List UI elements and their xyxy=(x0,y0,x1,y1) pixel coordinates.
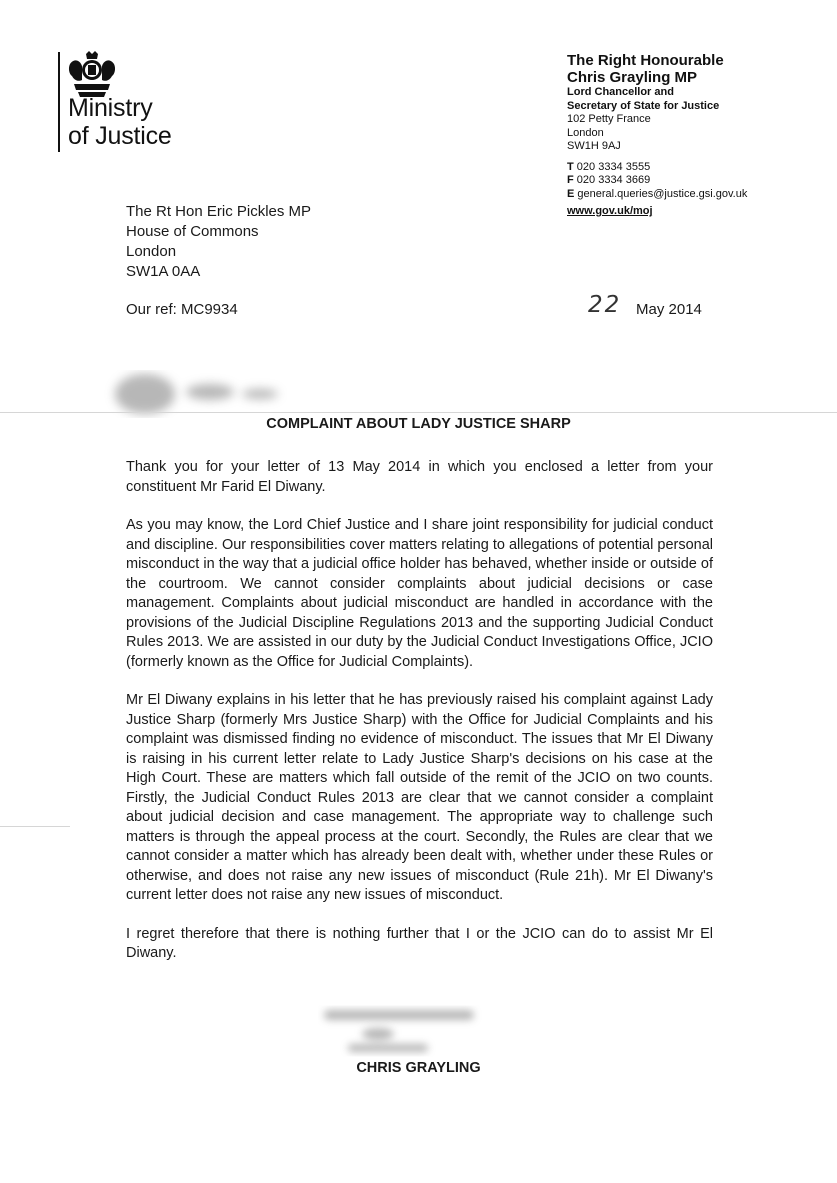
sender-name: Chris Grayling MP xyxy=(567,69,698,86)
ministry-name-line1: Ministry xyxy=(68,94,153,122)
body-paragraph: I regret therefore that there is nothing further that I or the JCIO can do to assist Mr El Diwany. xyxy=(126,925,713,961)
date-day-handwritten: 22 xyxy=(588,292,622,318)
sender-fax: F 020 3334 3669 xyxy=(567,174,651,186)
ministry-name-line2: of Justice xyxy=(68,122,172,150)
recipient-line: SW1A 0AA xyxy=(126,263,201,280)
ministry-name xyxy=(68,94,172,150)
sender-phone: T 020 3334 3555 xyxy=(567,160,651,173)
sender-block xyxy=(567,52,827,219)
blurred-signature xyxy=(318,1004,498,1060)
letter-body xyxy=(126,458,713,983)
recipient-address xyxy=(126,202,311,282)
date-month-year: May 2014 xyxy=(636,301,702,318)
body-paragraph: As you may know, the Lord Chief Justice and I share joint responsibility for judicial conduct and discipline. Our responsibilities cover matters relating to allegations of potential personal misconduct in the way that a judicial office holder has behaved, whether inside or outside of the courtroom. We cannot consider complaints about judicial decisions or case management. Complaints about judicial misconduct are handled in accordance with the provisions of the Judicial Discipline Regulations 2013 and the supporting Judicial Conduct Rules 2013. We are assisted in our duty by the Judicial Conduct Investigations Office, JCIO (formerly known as the Office for Judicial Complaints). xyxy=(126,517,713,670)
recipient-line: The Rt Hon Eric Pickles MP xyxy=(126,203,312,220)
signatory-name: CHRIS GRAYLING xyxy=(356,1060,481,1076)
sender-address-line: SW1H 9AJ xyxy=(567,140,621,152)
sender-email[interactable]: E general.queries@justice.gsi.gov.uk xyxy=(567,187,748,200)
sender-role-line1: Lord Chancellor and xyxy=(567,86,674,98)
recipient-line: House of Commons xyxy=(126,223,259,240)
sender-website-link[interactable]: www.gov.uk/moj xyxy=(567,205,653,217)
sender-title-line1: The Right Honourable xyxy=(567,52,724,69)
blurred-salutation xyxy=(100,362,300,422)
scan-artefact-line xyxy=(0,826,70,827)
body-paragraph: Thank you for your letter of 13 May 2014 in which you enclosed a letter from your constituent Mr Farid El Diwany. xyxy=(126,459,713,495)
sender-address-line: London xyxy=(567,126,604,139)
body-paragraph: Mr El Diwany explains in his letter that he has previously raised his complaint against Lady Justice Sharp (formerly Mrs Justice Sharp) with the Office for Judicial Complaints and his complaint was dismissed finding no evidence of misconduct. The issues that Mr El Diwany is raising in his current letter relate to Lady Justice Sharp's decisions on his case at the High Court. These are matters which fall outside of the remit of the JCIO on two counts. Firstly, the Judicial Conduct Rules 2013 are clear that we cannot consider a complaint about judicial decision and case management. The appropriate way to challenge such matters is through the appeal process at the court. Secondly, the Rules are clear that we cannot consider a matter which has already been dealt with, whether under these Rules or otherwise, and does not raise any new issues of misconduct (Rule 21h). Mr El Diwany's current letter does not raise any new issues of misconduct. xyxy=(126,692,713,903)
letter-subject: COMPLAINT ABOUT LADY JUSTICE SHARP xyxy=(266,416,571,432)
recipient-line: London xyxy=(126,243,177,260)
logo-divider xyxy=(58,52,60,152)
royal-coat-of-arms-icon xyxy=(64,50,120,100)
our-reference: Our ref: MC9934 xyxy=(126,301,238,318)
sender-address-line: 102 Petty France xyxy=(567,113,651,125)
sender-role-line2: Secretary of State for Justice xyxy=(567,99,720,112)
scan-artefact-line xyxy=(0,412,837,413)
